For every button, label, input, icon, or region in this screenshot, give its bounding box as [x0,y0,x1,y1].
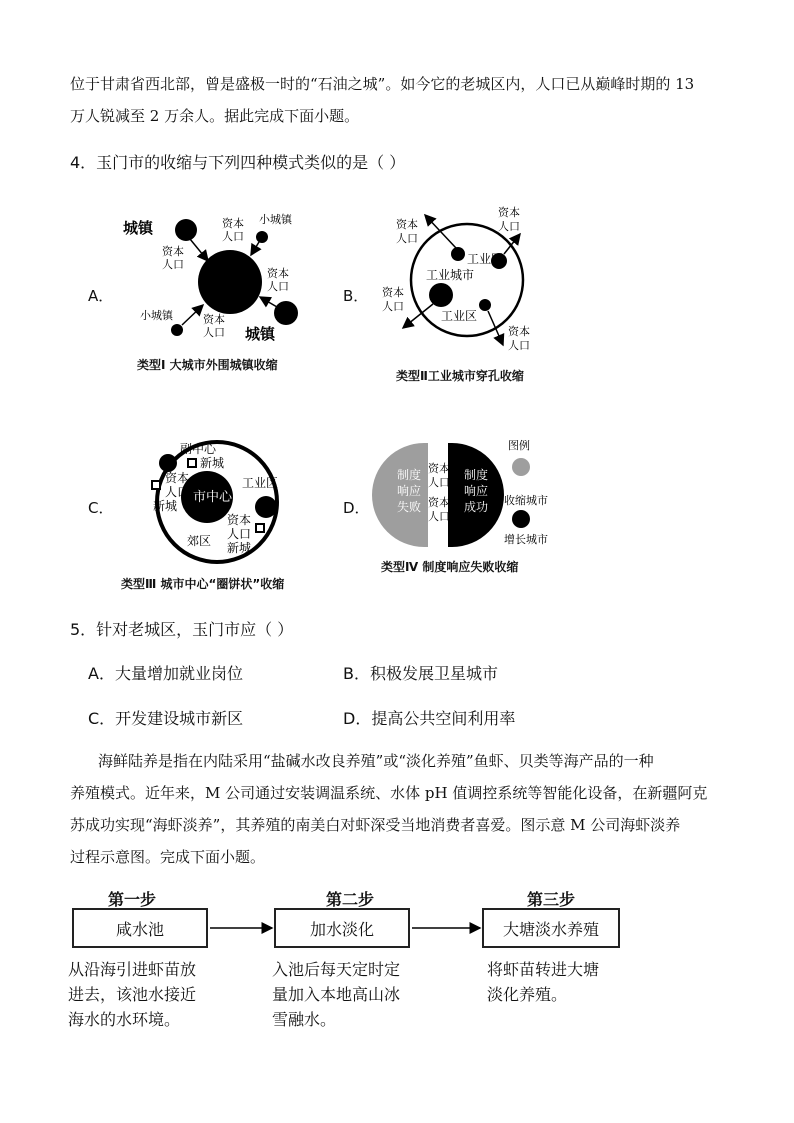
option-c-caption: 类型Ⅲ 城市中心“圈饼状”收缩 [121,577,285,591]
option-a-caption: 类型Ⅰ 大城市外围城镇收缩 [137,358,278,372]
label-fail-3: 失败 [397,500,422,514]
label-pop-2: 人口 [227,527,252,541]
label-pop-2: 人口 [498,220,520,233]
legend-grow-swatch [512,510,530,528]
label-pop-1: 人口 [222,230,244,243]
intro-line-2: 万人锐减至 2 万余人。据此完成下面小题。 [70,107,360,125]
label-small-bottom: 小城镇 [140,309,173,322]
label-fail-2: 响应 [397,484,422,498]
step-3-desc-line: 淡化养殖。 [487,985,568,1004]
step-3-desc [487,957,599,1007]
label-cap-4: 资本 [203,313,225,326]
label-fail-1: 制度 [397,468,422,482]
label-cap-3: 资本 [382,286,404,299]
choice-b[interactable]: B．积极发展卫星城市 [343,664,498,683]
step-3-heading: 第三步 [527,890,576,909]
label-small-top: 小城镇 [259,213,292,226]
label-cap-1: 资本 [222,217,244,230]
flow-arrows [208,918,484,938]
step-3-box [482,908,620,948]
label-town-top: 城镇 [123,219,154,237]
step-1-box-label: 咸水池 [115,919,164,939]
legend-shrink-label: 收缩城市 [504,494,548,507]
label-suburb: 郊区 [187,534,212,548]
label-new-1: 新城 [200,456,225,470]
step-1-box [72,908,208,948]
legend-title: 图例 [508,439,530,452]
label-pop-1: 人口 [165,485,190,499]
label-cap-1: 资本 [428,462,450,475]
label-succ-1: 制度 [464,468,489,482]
label-pop-3: 人口 [382,300,404,313]
label-zone-1: 工业区 [467,252,504,266]
label-succ-2: 响应 [464,484,489,498]
step-1-heading: 第一步 [108,890,157,909]
step-2-desc [272,957,400,1032]
step-2-box-label: 加水淡化 [309,919,374,939]
step-1-desc-line: 海水的水环境。 [68,1010,181,1029]
label-town-bottom: 城镇 [245,325,276,343]
label-cap-3: 资本 [267,267,289,280]
option-d-letter[interactable]: D． [343,499,370,517]
label-cap-1: 资本 [165,471,190,485]
label-pop-3: 人口 [267,280,289,293]
label-succ-3: 成功 [464,500,489,514]
question-4-stem: 4．玉门市的收缩与下列四种模式类似的是（ ） [70,153,406,172]
label-center: 工业城市 [426,268,475,282]
diagram-type-1 [115,205,325,375]
option-b-caption: 类型Ⅱ工业城市穿孔收缩 [396,369,524,383]
option-b-letter[interactable]: B． [343,287,369,305]
label-cap-2: 资本 [498,206,520,219]
label-pop-2: 人口 [162,258,184,271]
step-3-desc-line: 将虾苗转进大塘 [487,960,600,979]
label-pop-2: 人口 [428,510,450,523]
option-d-caption: 类型Ⅳ 制度响应失败收缩 [381,560,519,574]
step-2-desc-line: 量加入本地高山冰 [272,985,401,1004]
legend-shrink-swatch [512,458,530,476]
passage2-line-2: 养殖模式。近年来，M 公司通过安装调温系统、水体 pH 值调控系统等智能化设备，在新疆阿克 [70,784,708,802]
label-zone-2: 工业区 [441,309,478,323]
diagram-type-4 [370,435,560,555]
intro-line-1: 位于甘肃省西北部，曾是盛极一时的“石油之城”。如今它的老城区内，人口已从巅峰时期的 13 [70,75,695,93]
choice-a[interactable]: A．大量增加就业岗位 [88,664,243,683]
label-cap-2: 资本 [227,513,252,527]
label-industry: 工业区 [242,476,279,490]
diagram-type-2 [370,200,560,360]
label-pop-4: 人口 [508,339,530,352]
diagram-type-3 [145,435,295,575]
step-2-heading: 第二步 [326,890,375,909]
choice-c[interactable]: C．开发建设城市新区 [88,709,244,728]
label-pop-1: 人口 [428,476,450,489]
label-pop-1: 人口 [396,232,418,245]
option-c-letter[interactable]: C． [88,499,114,517]
step-2-desc-line: 雪融水。 [272,1010,337,1029]
passage2-line-3: 苏成功实现“海虾淡养”，其养殖的南美白对虾深受当地消费者喜爱。图示意 M 公司海虾淡养 [70,816,681,834]
label-new-2: 新城 [153,499,178,513]
label-cap-2: 资本 [162,245,184,258]
label-center: 市中心 [193,490,233,505]
label-cap-4: 资本 [508,325,530,338]
passage2-line-1: 海鲜陆养是指在内陆采用“盐碱水改良养殖”或“淡化养殖”鱼虾、贝类等海产品的一种 [98,752,654,770]
step-1-desc [68,957,196,1032]
passage2-line-4: 过程示意图。完成下面小题。 [70,848,266,866]
step-3-box-label: 大塘淡水养殖 [502,919,599,939]
label-pop-4: 人口 [203,326,225,339]
choice-d[interactable]: D．提高公共空间利用率 [343,709,516,728]
label-new-3: 新城 [227,541,252,555]
step-1-desc-line: 从沿海引进虾苗放 [68,960,197,979]
legend-grow-label: 增长城市 [504,533,548,546]
step-2-desc-line: 入池后每天定时定 [272,960,401,979]
option-a-letter[interactable]: A． [88,287,114,305]
step-1-desc-line: 进去，该池水接近 [68,985,197,1004]
label-cap-1: 资本 [396,218,418,231]
question-5-stem: 5．针对老城区，玉门市应（ ） [70,620,294,639]
label-cap-2: 资本 [428,496,450,509]
label-sub: 副中心 [180,442,217,456]
